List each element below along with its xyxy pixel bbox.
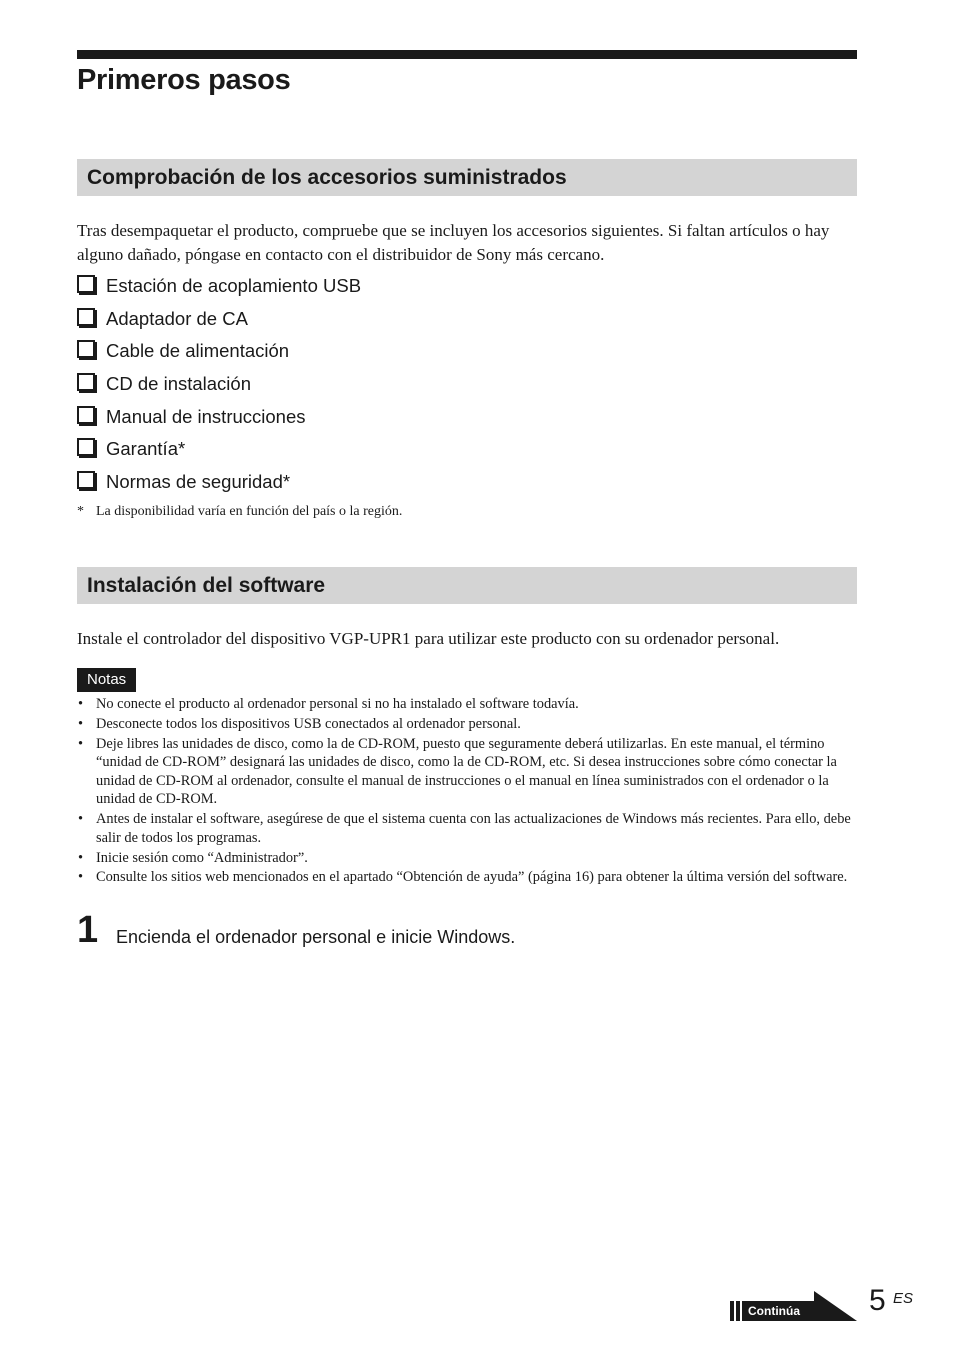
- checkbox-icon: [77, 308, 95, 326]
- checklist-item-label: Estación de acoplamiento USB: [106, 275, 362, 297]
- checklist-item: [77, 400, 361, 433]
- checklist-item: [77, 433, 361, 466]
- availability-footnote: [77, 504, 402, 520]
- checkbox-icon: [77, 438, 95, 456]
- top-rule: [77, 50, 857, 59]
- software-intro: Instale el controlador del dispositivo VGP-UPR1 para utilizar este producto con su ordenador personal.: [77, 629, 780, 648]
- checkbox-icon: [77, 340, 95, 358]
- checklist-item: [77, 466, 361, 499]
- bullet-icon: •: [78, 715, 84, 732]
- note-text: Consulte los sitios web mencionados en el apartado “Obtención de ayuda” (página 16) para obtener la última versión del software.: [96, 869, 848, 886]
- continue-bars-icon: [730, 1301, 746, 1321]
- checklist-item: [77, 303, 361, 336]
- step-instruction: Encienda el ordenador personal e inicie Windows.: [116, 927, 516, 947]
- note-text: Antes de instalar el software, asegúrese de que el sistema cuenta con las actualizaciones de Windows más recientes. Para ello, debe salir de todos los programas.: [96, 811, 851, 846]
- footnote-mark: *: [77, 504, 84, 519]
- checklist-item-label: Cable de alimentación: [106, 340, 290, 362]
- accessories-checklist: [77, 270, 361, 498]
- checklist-item-label: Garantía*: [106, 438, 186, 460]
- checklist-item-label: Manual de instrucciones: [106, 405, 306, 427]
- footnote-text: La disponibilidad varía en función del país o la región.: [96, 504, 403, 519]
- checklist-item: [77, 335, 361, 368]
- checklist-item-label: Adaptador de CA: [106, 307, 248, 329]
- note-text: Deje libres las unidades de disco, como la de CD-ROM, puesto que seguramente deberá utilizarlas. En este manual, el término “unidad de CD-ROM” designará las unidades de disco, como la de CD-ROM, etc. Si desea instrucciones sobre cómo conectar la unidad de CD-ROM al ordenador, consulte el manual de instrucciones o el manual en línea suministrados con el ordenador o la unidad de CD-ROM.: [96, 735, 837, 808]
- notes-badge: Notas: [77, 668, 136, 692]
- page-number: 5: [869, 1284, 886, 1317]
- note-text: No conecte el producto al ordenador personal si no ha instalado el software todavía.: [96, 696, 579, 712]
- note-item: [77, 715, 857, 734]
- page-title: Primeros pasos: [77, 64, 291, 96]
- checkbox-icon: [77, 406, 95, 424]
- bullet-icon: •: [78, 869, 84, 886]
- note-item: [77, 868, 857, 887]
- checklist-item-label: CD de instalación: [106, 373, 251, 395]
- section-heading-software: Instalación del software: [77, 567, 857, 604]
- bullet-icon: •: [78, 811, 84, 828]
- section-heading-accessories: Comprobación de los accesorios suministrados: [77, 159, 857, 196]
- checkbox-icon: [77, 373, 95, 391]
- notes-list: [77, 695, 857, 888]
- bullet-icon: •: [78, 735, 84, 752]
- bullet-icon: •: [78, 849, 84, 866]
- checkbox-icon: [77, 275, 95, 293]
- checklist-item: [77, 368, 361, 401]
- note-item: [77, 810, 857, 847]
- note-item: [77, 735, 857, 809]
- continue-label: Continúa: [748, 1304, 800, 1318]
- step-number: 1: [77, 909, 99, 951]
- language-code: ES: [893, 1290, 914, 1307]
- accessories-intro: Tras desempaquetar el producto, compruebe que se incluyen los accesorios siguientes. Si faltan artículos o hay alguno dañado, póngase en contacto con el distribuidor de Sony más cercano.: [77, 221, 830, 264]
- checkbox-icon: [77, 471, 95, 489]
- note-text: Inicie sesión como “Administrador”.: [96, 849, 308, 866]
- checklist-item: [77, 270, 361, 303]
- note-item: [77, 695, 857, 714]
- checklist-item-label: Normas de seguridad*: [106, 470, 291, 492]
- note-text: Desconecte todos los dispositivos USB conectados al ordenador personal.: [96, 715, 521, 732]
- bullet-icon: •: [78, 696, 84, 712]
- note-item: [77, 849, 857, 868]
